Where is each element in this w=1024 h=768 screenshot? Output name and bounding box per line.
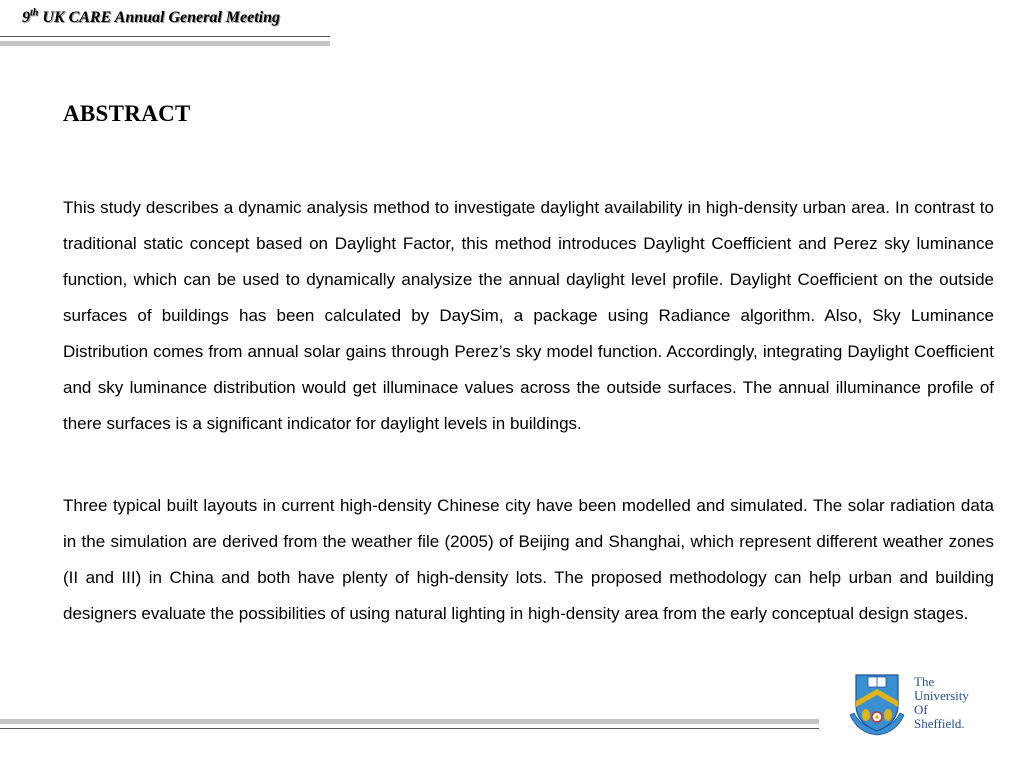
footer-divider-light: [0, 719, 819, 724]
slide-header: [0, 0, 330, 48]
abstract-body: [63, 190, 994, 623]
wordmark-line-1: The: [914, 674, 935, 689]
wordmark-line-3: Of: [914, 702, 928, 717]
meeting-title: [22, 9, 280, 27]
header-divider-dark: [0, 36, 330, 37]
wordmark-line-4: Sheffield.: [914, 716, 965, 731]
meeting-title-text: UK CARE Annual General Meeting: [38, 9, 281, 26]
wordmark-line-2: University: [914, 688, 969, 703]
university-wordmark: [914, 675, 969, 731]
meeting-title-number: 9: [22, 9, 30, 26]
abstract-heading: ABSTRACT: [63, 101, 191, 126]
abstract-paragraph-2: Three typical built layouts in current high-density Chinese city have been modelled and simulated. The solar radiation data in the simulation are derived from the weather file (2005) of Beijing and Shanghai, which represent different weather zones (II and III) in China and both have plenty of high-density lots. The proposed methodology can help urban and building designers evaluate the possibilities of using natural lighting in high-density area from the early conceptual design stages.: [63, 496, 994, 623]
abstract-paragraph-1: This study describes a dynamic analysis method to investigate daylight availability in high-density urban area. In contrast to traditional static concept based on Daylight Factor, this method introduces Daylight Coefficient and Perez sky luminance function, which can be used to dynamically analysize the annual daylight level profile. Daylight Coefficient on the outside surfaces of buildings has been calculated by DaySim, a package using Radiance algorithm. Also, Sky Luminance Distribution comes from annual solar gains through Perez’s sky model function. Accordingly, integrating Daylight Coefficient and sky luminance distribution would get illuminace values across the outside surfaces. The annual illuminance profile of there surfaces is a significant indicator for daylight levels in buildings.: [63, 198, 994, 433]
header-divider-light: [0, 41, 330, 46]
university-crest-icon: [848, 671, 906, 737]
footer-divider-dark: [0, 728, 819, 729]
university-logo: [848, 671, 988, 737]
meeting-title-superscript: th: [30, 7, 39, 19]
